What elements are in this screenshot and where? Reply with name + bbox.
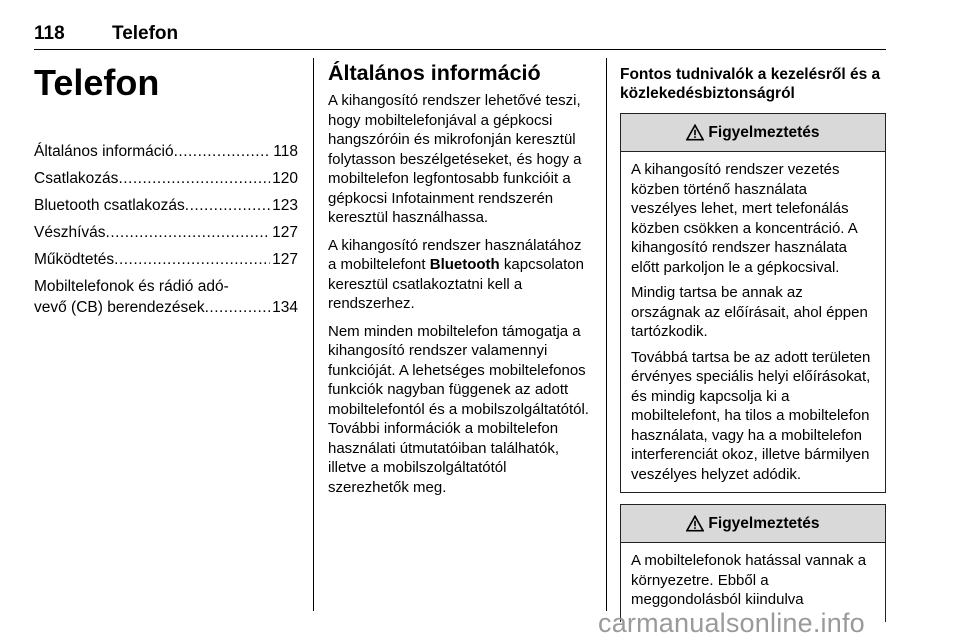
section-title: Általános információ <box>328 61 541 85</box>
paragraph-bluetooth <box>328 236 590 314</box>
toc-entry-label: Általános információ <box>34 143 174 160</box>
warning-body <box>621 543 885 618</box>
toc-entry[interactable] <box>34 141 298 162</box>
left-column <box>34 58 298 324</box>
warning-triangle-icon <box>686 515 704 532</box>
chapter-title: Telefon <box>34 62 160 103</box>
column-divider-left <box>313 58 314 611</box>
warning-heading: Figyelmeztetés <box>708 514 820 532</box>
paragraph-intro: A kihangosító rendszer lehetővé teszi, hogy mobiltelefonjával a gépkocsi hangszóróin és mikrofonján keresztül folytasson beszélgetéseket, és hogy a mobiltelefon legfontosabb funkcióit a gépkocsi Infotainment rendszerén keresztül használhassa. <box>328 92 582 226</box>
warning-box <box>620 113 886 493</box>
warning-paragraph: A kihangosító rendszer vezetés közben történő használata veszélyes lehet, mert telefonálás közben csökken a koncentráció. A kihangosító rendszer használata előtt parkoljon le a gépkocsival. <box>631 161 857 276</box>
bluetooth-term: Bluetooth <box>429 256 500 273</box>
page-header <box>34 12 886 50</box>
toc-entry-page: 127 <box>272 251 298 268</box>
column-divider-right <box>606 58 607 611</box>
toc-entry-label: Csatlakozás <box>34 170 119 187</box>
toc-leader-dots <box>118 168 270 189</box>
toc-entry-page: 134 <box>272 299 298 316</box>
toc-entry-label: Vészhívás <box>34 224 106 241</box>
warning-header <box>621 505 885 543</box>
toc-entry-label: Működtetés <box>34 251 115 268</box>
paragraph-text: A kihangosító rendszer használatához a mobiltelefont <box>328 236 582 273</box>
subsection-title: Fontos tudnivalók a kezelésről és a közlekedésbiztonságról <box>620 66 881 102</box>
toc-leader-dots <box>185 195 270 216</box>
toc-entry-page: 120 <box>272 170 298 187</box>
warning-header <box>621 114 885 152</box>
watermark: carmanualsonline.info <box>598 608 865 638</box>
middle-column <box>328 58 590 497</box>
toc-entry[interactable] <box>34 168 298 189</box>
warning-triangle-icon <box>686 124 704 141</box>
warning-paragraph: Mindig tartsa be annak az országnak az előírásait, ahol éppen tartózkodik. <box>631 284 868 340</box>
page-number: 118 <box>34 23 65 44</box>
warning-body <box>621 152 885 492</box>
running-title: Telefon <box>112 23 179 44</box>
toc-entry-label-line1: Mobiltelefonok és rádió adó- <box>34 278 229 295</box>
table-of-contents <box>34 141 298 318</box>
warning-paragraph: A mobiltelefonok hatással vannak a környezetre. Ebből a meggondolásból kiindulva <box>631 552 867 608</box>
toc-entry[interactable] <box>34 195 298 216</box>
warning-box-continued <box>620 504 886 622</box>
toc-entry[interactable] <box>34 276 298 318</box>
toc-entry-label: Bluetooth csatlakozás <box>34 197 185 214</box>
toc-entry-page: 127 <box>272 224 298 241</box>
toc-entry-label-line2: vevő (CB) berendezések <box>34 299 205 316</box>
toc-entry-page: 123 <box>272 197 298 214</box>
toc-leader-dots <box>106 222 271 243</box>
paragraph-text: kapcsolaton keresztül csatlakoztatni kell a rendszerhez. <box>328 256 584 312</box>
right-column <box>620 58 886 608</box>
toc-leader-dots <box>174 141 272 162</box>
toc-entry[interactable] <box>34 249 298 270</box>
warning-heading: Figyelmeztetés <box>708 123 820 141</box>
warning-paragraph: Továbbá tartsa be az adott területen érvényes speciális helyi előírásokat, és mindig kapcsolja ki a mobiltelefont, ha tilos a mobiltelefon használata, vagy ha a mobiltelefon interferenciát okoz, illetve bármilyen veszélyes helyzet adódik. <box>631 348 871 483</box>
toc-entry-page: 118 <box>273 143 298 160</box>
toc-leader-dots <box>205 297 271 318</box>
toc-leader-dots <box>114 249 270 270</box>
paragraph-compatibility: Nem minden mobiltelefon támogatja a kihangosító rendszer valamennyi funkcióját. A lehetséges mobiltelefonos funkciók nagyban függenek az adott mobiltelefontól és a mobilszolgáltatótól. További információk a mobiltelefon használati útmutatóiban találhatók, illetve a mobilszolgáltatótól szerezhetők meg. <box>328 322 589 496</box>
toc-entry[interactable] <box>34 222 298 243</box>
